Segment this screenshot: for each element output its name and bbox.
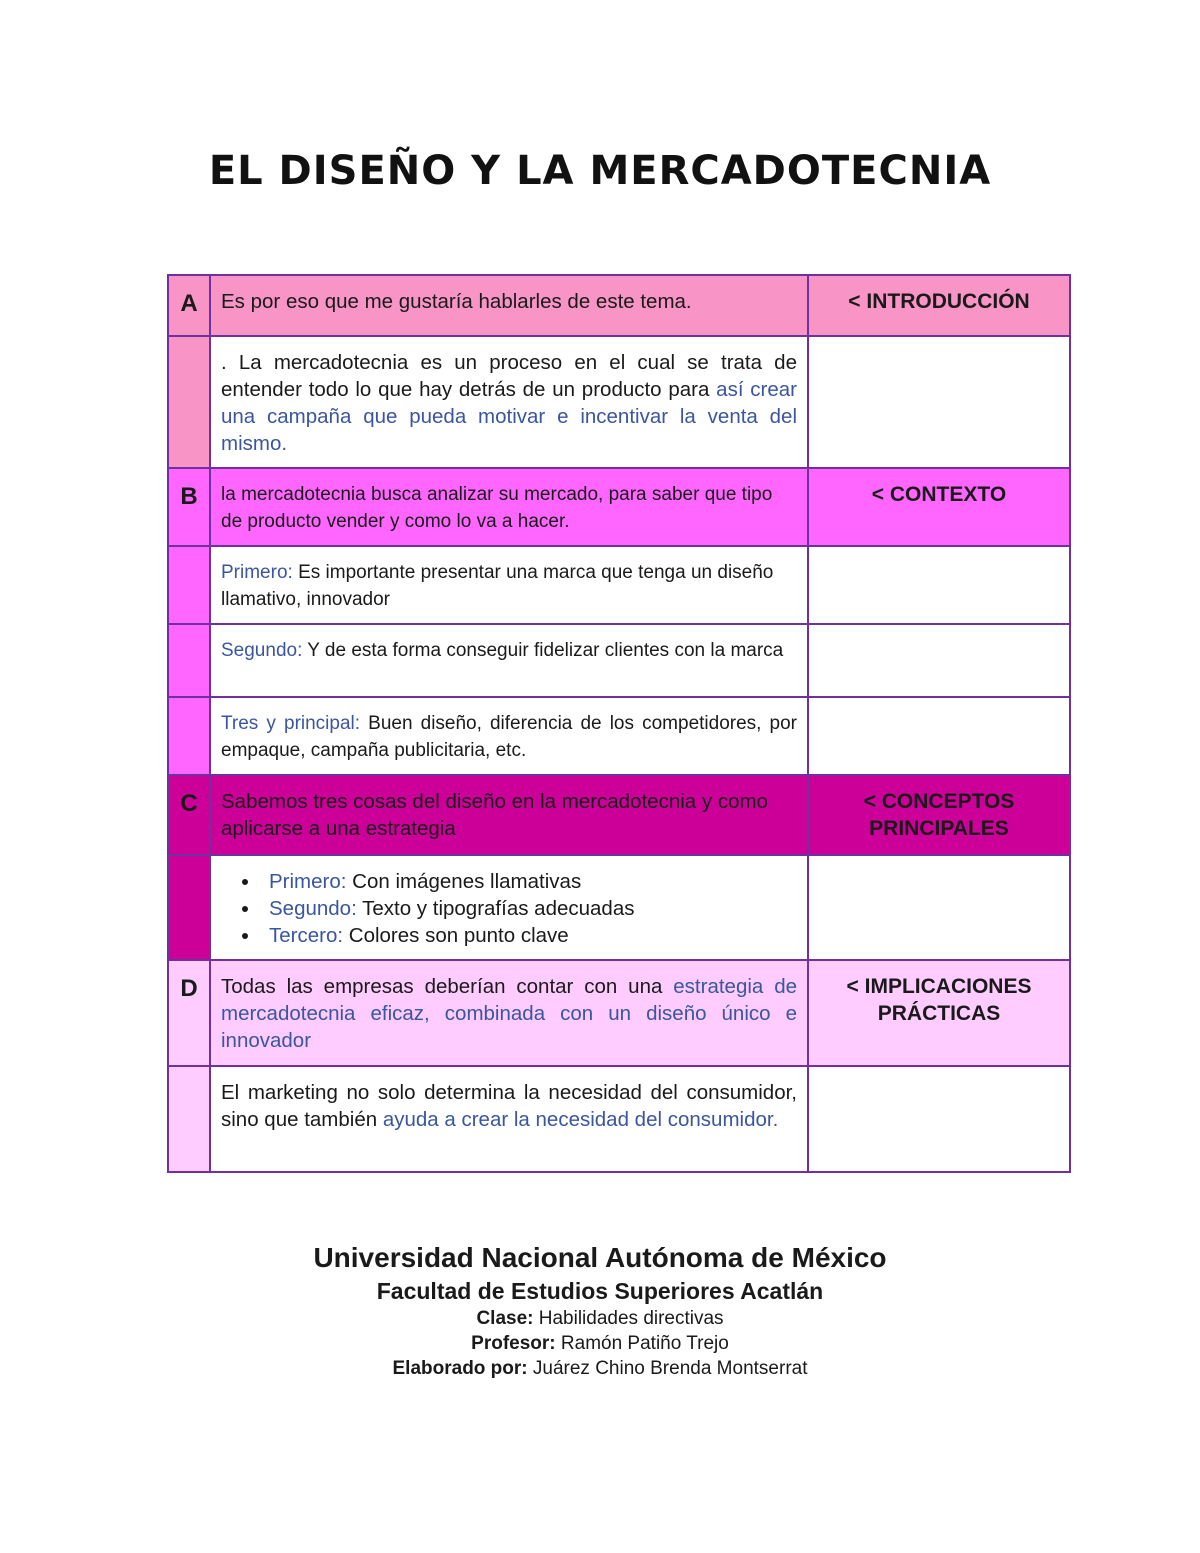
- section-color-cell: [168, 697, 210, 775]
- section-color-cell: [168, 336, 210, 468]
- empty-cell: [808, 624, 1070, 697]
- label-introduccion: < INTRODUCCIÓN: [808, 275, 1070, 336]
- table-row: [168, 275, 1070, 336]
- page-title: EL DISEÑO Y LA MERCADOTECNIA: [208, 148, 992, 194]
- section-letter-c: C: [168, 775, 210, 855]
- empty-cell: [808, 546, 1070, 624]
- concepts-list: [221, 868, 797, 949]
- context-first: Primero: Es importante presentar una marca que tenga un diseño llamativo, innovador: [210, 546, 808, 624]
- table-row: [168, 336, 1070, 468]
- implications-text: Todas las empresas deberían contar con una estrategia de mercadotecnia eficaz, combinada con un diseño único e innovador: [210, 960, 808, 1066]
- label-contexto: < CONTEXTO: [808, 468, 1070, 546]
- concepts-list-cell: [210, 855, 808, 960]
- class-line: Clase: Habilidades directivas: [476, 1308, 724, 1329]
- concepts-text: Sabemos tres cosas del diseño en la mercadotecnia y como aplicarse a una estrategia: [210, 775, 808, 855]
- context-third: Tres y principal: Buen diseño, diferencia de los competidores, por empaque, campaña publicitaria, etc.: [210, 697, 808, 775]
- intro-detail-text: . La mercadotecnia es un proceso en el cual se trata de entender todo lo que hay detrás de un producto para así crear una campaña que pueda motivar e incentivar la venta del mismo.: [210, 336, 808, 468]
- implications-detail-text: El marketing no solo determina la necesidad del consumidor, sino que también ayuda a crear la necesidad del consumidor.: [210, 1066, 808, 1172]
- section-color-cell: [168, 624, 210, 697]
- table-row: [168, 697, 1070, 775]
- list-item: • Segundo: Texto y tipografías adecuadas: [261, 895, 797, 922]
- empty-cell: [808, 336, 1070, 468]
- table-row: [168, 624, 1070, 697]
- table-row: [168, 546, 1070, 624]
- content-table: [167, 274, 1071, 1173]
- section-color-cell: [168, 546, 210, 624]
- section-letter-d: D: [168, 960, 210, 1066]
- table-row: [168, 468, 1070, 546]
- label-implicaciones: < IMPLICACIONES PRÁCTICAS: [808, 960, 1070, 1066]
- professor-line: Profesor: Ramón Patiño Trejo: [471, 1333, 729, 1354]
- section-letter-b: B: [168, 468, 210, 546]
- university-name: Universidad Nacional Autónoma de México: [313, 1242, 887, 1273]
- list-item: • Primero: Con imágenes llamativas: [261, 868, 797, 895]
- context-text: la mercadotecnia busca analizar su mercado, para saber que tipo de producto vender y como lo va a hacer.: [210, 468, 808, 546]
- empty-cell: [808, 855, 1070, 960]
- table-row: [168, 1066, 1070, 1172]
- faculty-name: Facultad de Estudios Superiores Acatlán: [376, 1278, 824, 1304]
- table-row: [168, 775, 1070, 855]
- section-color-cell: [168, 855, 210, 960]
- table-row: [168, 960, 1070, 1066]
- author-line: Elaborado por: Juárez Chino Brenda Montserrat: [392, 1358, 808, 1379]
- section-color-cell: [168, 1066, 210, 1172]
- label-conceptos: < CONCEPTOS PRINCIPALES: [808, 775, 1070, 855]
- context-second: Segundo: Y de esta forma conseguir fidelizar clientes con la marca: [210, 624, 808, 697]
- section-letter-a: A: [168, 275, 210, 336]
- table-row: [168, 855, 1070, 960]
- list-item: • Tercero: Colores son punto clave: [261, 922, 797, 949]
- empty-cell: [808, 697, 1070, 775]
- empty-cell: [808, 1066, 1070, 1172]
- intro-text: Es por eso que me gustaría hablarles de este tema.: [210, 275, 808, 336]
- footer: [0, 1240, 1200, 1381]
